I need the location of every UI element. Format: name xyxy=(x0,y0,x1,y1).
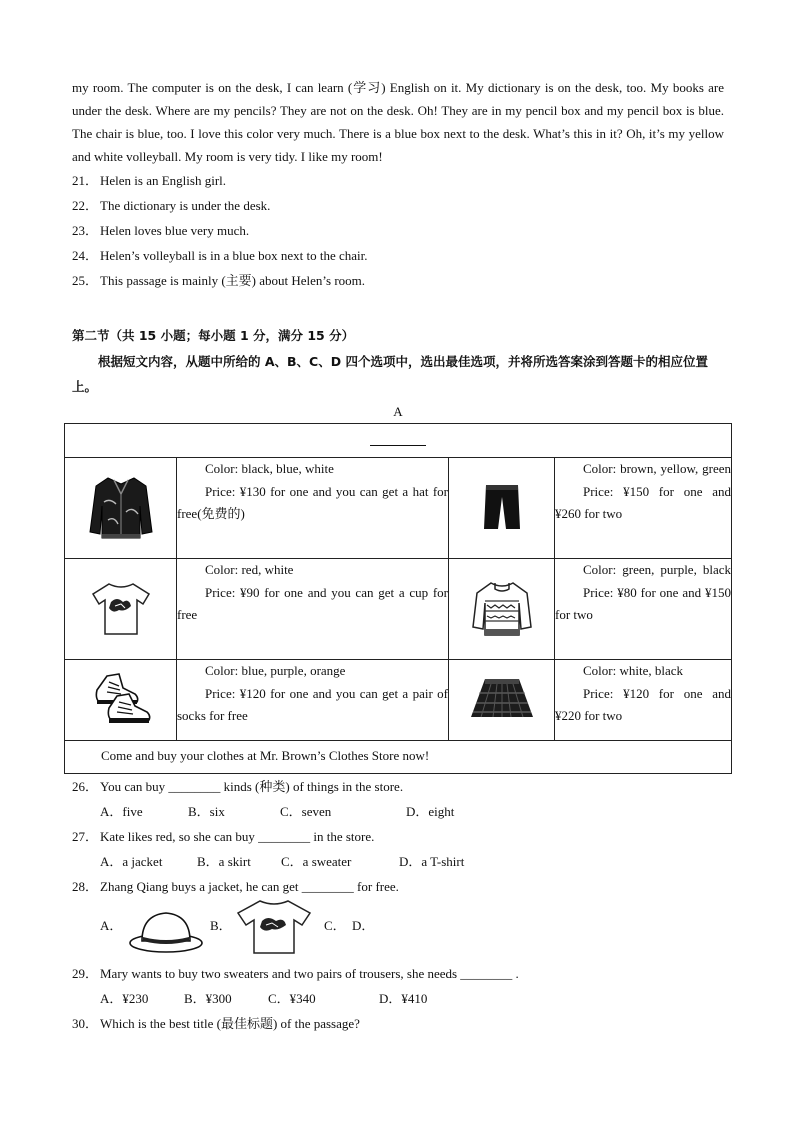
question-text: You can buy ________ kinds (种类) of things in the store. xyxy=(100,779,404,794)
question-29 xyxy=(72,961,724,986)
option-a[interactable]: A．five xyxy=(100,804,143,819)
skirt-image-cell xyxy=(449,660,555,741)
question-30 xyxy=(72,1011,724,1036)
shoes-image-cell xyxy=(65,660,177,741)
question-number: 25． xyxy=(72,273,99,288)
tshirt-color: Color: red, white xyxy=(205,562,294,577)
jacket-description xyxy=(177,458,449,559)
question-text: Mary wants to buy two sweaters and two pairs of trousers, she needs ________ . xyxy=(100,966,519,981)
jacket-price: Price: ¥130 for one and you can get a hat for free(免费的) xyxy=(177,483,448,521)
option-c[interactable]: C．a sweater xyxy=(281,854,352,869)
question-number: 23． xyxy=(72,223,99,238)
question-26-options xyxy=(72,799,724,824)
skirt-price: Price: ¥120 for one and ¥220 for two xyxy=(555,685,731,723)
option-b[interactable]: B．six xyxy=(188,804,225,819)
question-number: 21． xyxy=(72,173,99,188)
trousers-image-cell xyxy=(449,458,555,559)
section-heading: 第二节（共 15 小题；每小题 1 分，满分 15 分） xyxy=(72,328,355,343)
question-26 xyxy=(72,774,724,799)
option-b[interactable]: B．¥300 xyxy=(184,991,232,1006)
shoes-description xyxy=(177,660,449,741)
sweater-image-cell xyxy=(449,559,555,660)
option-a[interactable]: A．a jacket xyxy=(100,854,163,869)
option-d[interactable]: D． xyxy=(352,918,375,933)
tshirt-price: Price: ¥90 for one and you can get a cup for free xyxy=(177,584,448,622)
tshirt-icon xyxy=(91,580,151,636)
trousers-icon xyxy=(482,483,522,531)
tshirt-description xyxy=(177,559,449,660)
option-d[interactable]: D．a T-shirt xyxy=(399,854,465,869)
sweater-description xyxy=(555,559,732,660)
question-text: Kate likes red, so she can buy ________ in the store. xyxy=(100,829,375,844)
clothes-store-table xyxy=(64,423,732,774)
question-27-options xyxy=(72,849,724,874)
option-a[interactable]: A． xyxy=(100,918,123,933)
question-number: 24． xyxy=(72,248,99,263)
multiple-choice-questions xyxy=(72,774,724,1036)
question-28 xyxy=(72,874,724,899)
question-text: Which is the best title (最佳标题) of the passage? xyxy=(100,1016,360,1031)
tshirt-option-icon[interactable] xyxy=(236,897,312,955)
shoes-icon xyxy=(89,670,153,728)
question-29-options xyxy=(72,986,724,1011)
skirt-color: Color: white, black xyxy=(583,663,684,678)
question-number: 29． xyxy=(72,966,99,981)
jacket-icon xyxy=(88,472,154,542)
jacket-color: Color: black, blue, white xyxy=(205,461,334,476)
question-28-options xyxy=(100,903,724,955)
passage-text: my room. The computer is on the desk, I can learn (学习) English on it. My dictionary is on the desk, too. My books are under the desk. Where are my pencils? They are not on the desk. Oh! They are in my pencil box and my pencil box is blue. The chair is blue, too. I love this color very much. There is a blue box next to the desk. What’s this in it? Oh, it’s my yellow and white volleyball. My room is very tidy. I like my room! xyxy=(72,80,724,164)
option-a[interactable]: A．¥230 xyxy=(100,991,149,1006)
question-22 xyxy=(72,193,724,218)
question-text: Zhang Qiang buys a jacket, he can get ________ for free. xyxy=(100,879,399,894)
skirt-icon xyxy=(469,675,535,723)
question-24 xyxy=(72,243,724,268)
jacket-image-cell xyxy=(65,458,177,559)
question-number: 26． xyxy=(72,779,99,794)
true-false-questions xyxy=(72,168,724,293)
trousers-price: Price: ¥150 for one and ¥260 for two xyxy=(555,483,731,521)
trousers-description xyxy=(555,458,732,559)
question-text: This passage is mainly (主要) about Helen’s room. xyxy=(100,273,366,288)
shoes-price: Price: ¥120 for one and you can get a pair of socks for free xyxy=(177,685,448,723)
table-title-blank-cell xyxy=(65,424,732,458)
question-number: 28． xyxy=(72,879,99,894)
store-footer: Come and buy your clothes at Mr. Brown’s Clothes Store now! xyxy=(65,741,732,774)
worksheet-page xyxy=(72,76,731,1036)
section-instructions: 根据短文内容，从题中所给的 A、B、C、D 四个选项中，选出最佳选项，并将所选答案涂到答题卡的相应位置上。 xyxy=(72,354,708,394)
option-d[interactable]: D．eight xyxy=(406,804,455,819)
question-text: The dictionary is under the desk. xyxy=(100,198,271,213)
shoes-color: Color: blue, purple, orange xyxy=(205,663,346,678)
question-25 xyxy=(72,268,724,293)
question-23 xyxy=(72,218,724,243)
passage-label: A xyxy=(393,404,403,419)
question-21 xyxy=(72,168,724,193)
tshirt-image-cell xyxy=(65,559,177,660)
question-text: Helen’s volleyball is in a blue box next to the chair. xyxy=(100,248,368,263)
question-text: Helen is an English girl. xyxy=(100,173,227,188)
option-c[interactable]: C．seven xyxy=(280,804,332,819)
sweater-color: Color: green, purple, black xyxy=(583,562,731,577)
sweater-icon xyxy=(471,577,533,639)
sweater-price: Price: ¥80 for one and ¥150 for two xyxy=(555,584,731,622)
option-c[interactable]: C． xyxy=(324,918,346,933)
skirt-description xyxy=(555,660,732,741)
question-number: 22． xyxy=(72,198,99,213)
option-b[interactable]: B． xyxy=(210,918,232,933)
trousers-color: Color: brown, yellow, green xyxy=(583,461,731,476)
question-27 xyxy=(72,824,724,849)
question-number: 27． xyxy=(72,829,99,844)
option-b[interactable]: B．a skirt xyxy=(197,854,251,869)
option-d[interactable]: D．¥410 xyxy=(379,991,428,1006)
option-c[interactable]: C．¥340 xyxy=(268,991,316,1006)
hat-icon[interactable] xyxy=(128,909,204,955)
question-number: 30． xyxy=(72,1016,99,1031)
question-text: Helen loves blue very much. xyxy=(100,223,250,238)
title-blank xyxy=(370,424,426,446)
